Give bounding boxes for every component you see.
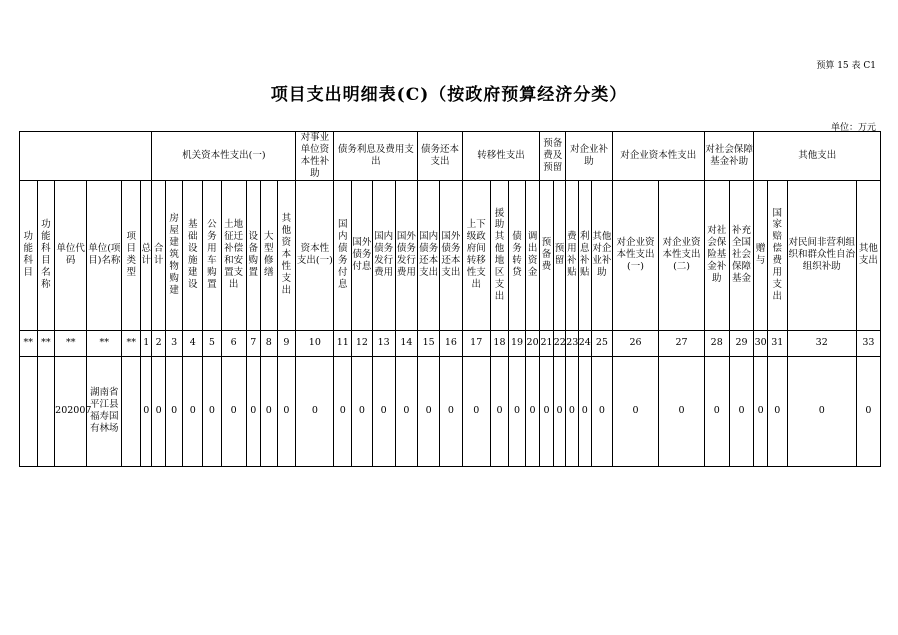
cell-value: 0 xyxy=(578,356,591,466)
cell-value: 0 xyxy=(141,356,152,466)
group-capital-1: 机关资本性支出(一) xyxy=(152,132,296,181)
cell-project-type xyxy=(122,356,141,466)
cell-value: 0 xyxy=(395,356,418,466)
header-ss-fund: 对社会保险基金补助 xyxy=(704,180,729,330)
col-number: 12 xyxy=(352,330,373,356)
col-number: 4 xyxy=(183,330,203,356)
group-enterprise-capital: 对企业资本性支出 xyxy=(612,132,704,181)
group-debt-interest: 债务利息及费用支出 xyxy=(334,132,418,181)
cell-value: 0 xyxy=(352,356,373,466)
cell-unit-code: 202007 xyxy=(55,356,87,466)
header-aid: 援助其他地区支出 xyxy=(490,180,509,330)
header-other-enterprise: 其他对企业补助 xyxy=(592,180,613,330)
header-repair: 大型修缮 xyxy=(261,180,278,330)
col-number: 30 xyxy=(754,330,767,356)
header-fee-subsidy: 费用补贴 xyxy=(566,180,578,330)
col-number: 11 xyxy=(334,330,352,356)
cell-unit-name: 湖南省平江县福寿国有林场 xyxy=(87,356,122,466)
cell-value: 0 xyxy=(525,356,540,466)
cell-value: 0 xyxy=(704,356,729,466)
col-number: 31 xyxy=(767,330,787,356)
col-number: 14 xyxy=(395,330,418,356)
col-number: ** xyxy=(55,330,87,356)
col-number: ** xyxy=(122,330,141,356)
group-reserve: 预备费及预留 xyxy=(540,132,566,181)
col-number: 19 xyxy=(509,330,526,356)
col-number: 6 xyxy=(221,330,246,356)
col-number: 7 xyxy=(246,330,260,356)
cell-value: 0 xyxy=(659,356,705,466)
col-number: 2 xyxy=(152,330,165,356)
col-number: 29 xyxy=(729,330,754,356)
header-reserve: 预备费 xyxy=(540,180,553,330)
header-gift: 赠与 xyxy=(754,180,767,330)
col-number: 20 xyxy=(525,330,540,356)
header-unit-name: 单位(项目)名称 xyxy=(87,180,122,330)
group-debt-principal: 债务还本支出 xyxy=(418,132,462,181)
group-transfer: 转移性支出 xyxy=(462,132,540,181)
cell-value: 0 xyxy=(767,356,787,466)
col-number: ** xyxy=(37,330,55,356)
cell-value: 0 xyxy=(612,356,659,466)
header-func-subject-name: 功能科目名称 xyxy=(37,180,55,330)
header-dom-interest: 国内债务付息 xyxy=(334,180,352,330)
col-number: 9 xyxy=(277,330,296,356)
cell-value: 0 xyxy=(334,356,352,466)
header-project-type: 项目类型 xyxy=(122,180,141,330)
column-header-row xyxy=(20,180,881,330)
col-number: 10 xyxy=(296,330,334,356)
cell-value: 0 xyxy=(553,356,565,466)
header-fund-transfer: 调出资金 xyxy=(525,180,540,330)
header-nonprofit: 对民间非营利组织和群众性自治组织补助 xyxy=(787,180,856,330)
col-number: 16 xyxy=(439,330,462,356)
header-capital-1: 资本性支出(一) xyxy=(296,180,334,330)
cell-value: 0 xyxy=(729,356,754,466)
cell-value: 0 xyxy=(566,356,578,466)
cell-value: 0 xyxy=(183,356,203,466)
header-other-cap: 其他资本性支出 xyxy=(277,180,296,330)
col-number: 21 xyxy=(540,330,553,356)
col-number: 25 xyxy=(592,330,613,356)
cell-value: 0 xyxy=(246,356,260,466)
col-number: 3 xyxy=(165,330,183,356)
col-number: 17 xyxy=(462,330,490,356)
cell-value: 0 xyxy=(372,356,395,466)
col-number: 33 xyxy=(856,330,880,356)
group-enterprise-subsidy: 对企业补助 xyxy=(566,132,613,181)
col-number: 26 xyxy=(612,330,659,356)
col-number: 5 xyxy=(203,330,222,356)
header-interest-subsidy: 利息补贴 xyxy=(578,180,591,330)
group-social-security: 对社会保障基金补助 xyxy=(704,132,754,181)
column-number-row xyxy=(20,330,881,356)
cell-value: 0 xyxy=(418,356,440,466)
cell-value: 0 xyxy=(754,356,767,466)
cell-value: 0 xyxy=(490,356,509,466)
cell-value: 0 xyxy=(203,356,222,466)
cell-value: 0 xyxy=(261,356,278,466)
group-other: 其他支出 xyxy=(754,132,881,181)
header-loan: 债务转贷 xyxy=(509,180,526,330)
header-house: 房屋建筑物购建 xyxy=(165,180,183,330)
header-enterprise-capital-1: 对企业资本性支出(一) xyxy=(612,180,659,330)
col-number: ** xyxy=(87,330,122,356)
header-subtotal: 合计 xyxy=(152,180,165,330)
header-for-interest: 国外债务付息 xyxy=(352,180,373,330)
col-number: ** xyxy=(20,330,38,356)
header-unit-code: 单位代码 xyxy=(55,180,87,330)
col-number: 24 xyxy=(578,330,591,356)
expenditure-table xyxy=(19,131,881,467)
cell-func-subject-name xyxy=(37,356,55,466)
col-number: 15 xyxy=(418,330,440,356)
header-dom-principal: 国内债务还本支出 xyxy=(418,180,440,330)
blank-cell xyxy=(20,132,152,181)
group-public-subsidy: 对事业单位资本性补助 xyxy=(296,132,334,181)
cell-func-subject xyxy=(20,356,38,466)
col-number: 32 xyxy=(787,330,856,356)
table-row xyxy=(20,356,881,466)
header-total: 总计 xyxy=(141,180,152,330)
cell-value: 0 xyxy=(277,356,296,466)
cell-value: 0 xyxy=(856,356,880,466)
cell-value: 0 xyxy=(787,356,856,466)
form-number: 预算 15 表 C1 xyxy=(816,61,876,71)
col-number: 18 xyxy=(490,330,509,356)
cell-value: 0 xyxy=(509,356,526,466)
header-for-fee: 国外债务发行费用 xyxy=(395,180,418,330)
col-number: 13 xyxy=(372,330,395,356)
header-equip: 设备购置 xyxy=(246,180,260,330)
cell-value: 0 xyxy=(165,356,183,466)
col-number: 8 xyxy=(261,330,278,356)
col-number: 22 xyxy=(553,330,565,356)
unit-label: 单位：万元 xyxy=(830,123,876,133)
header-vehicle: 公务用车购置 xyxy=(203,180,222,330)
col-number: 27 xyxy=(659,330,705,356)
cell-value: 0 xyxy=(462,356,490,466)
header-for-principal: 国外债务还本支出 xyxy=(439,180,462,330)
header-enterprise-capital-2: 对企业资本性支出(二) xyxy=(659,180,705,330)
col-number: 1 xyxy=(141,330,152,356)
cell-value: 0 xyxy=(592,356,613,466)
cell-value: 0 xyxy=(221,356,246,466)
page-title: 项目支出明细表(C)（按政府预算经济分类） xyxy=(270,85,628,105)
cell-value: 0 xyxy=(152,356,165,466)
header-compensation: 国家赔偿费用支出 xyxy=(767,180,787,330)
col-number: 23 xyxy=(566,330,578,356)
group-header-row xyxy=(20,132,881,181)
header-transfer: 上下级政府间转移性支出 xyxy=(462,180,490,330)
header-land: 土地征迁补偿和安置支出 xyxy=(221,180,246,330)
header-reserved: 预留 xyxy=(553,180,565,330)
cell-value: 0 xyxy=(439,356,462,466)
header-ss-reserve: 补充全国社会保障基金 xyxy=(729,180,754,330)
header-infra: 基础设施建设 xyxy=(183,180,203,330)
col-number: 28 xyxy=(704,330,729,356)
cell-value: 0 xyxy=(296,356,334,466)
header-dom-fee: 国内债务发行费用 xyxy=(372,180,395,330)
cell-value: 0 xyxy=(540,356,553,466)
header-other: 其他支出 xyxy=(856,180,880,330)
header-func-subject: 功能科目 xyxy=(20,180,38,330)
